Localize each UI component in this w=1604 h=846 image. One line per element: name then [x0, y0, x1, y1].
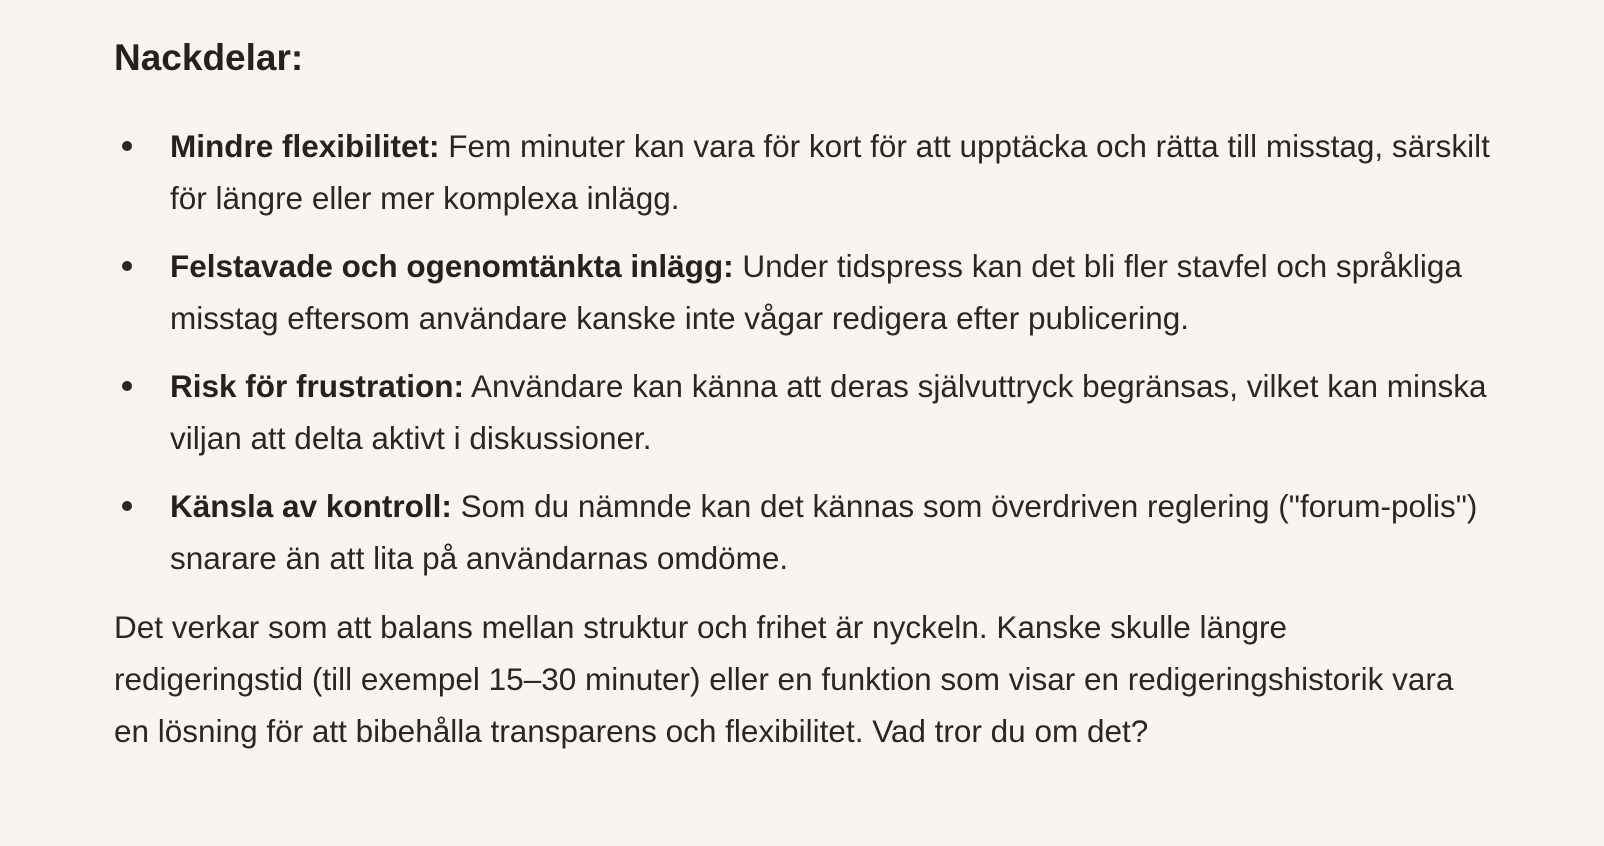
- list-item: [114, 240, 1504, 344]
- list-item-title: Känsla av kontroll:: [170, 488, 452, 524]
- list-item-text: Under tidspress kan det bli fler stavfel och språkliga misstag eftersom användare kanske inte vågar redigera efter publicering.: [170, 248, 1462, 336]
- bullet-icon: [122, 261, 132, 271]
- list-item-text: Fem minuter kan vara för kort för att upptäcka och rätta till misstag, särskilt för längre eller mer komplexa inlägg.: [170, 128, 1490, 216]
- closing-paragraph: Det verkar som att balans mellan struktur och frihet är nyckeln. Kanske skulle längre redigeringstid (till exempel 15–30 minuter) eller en funktion som visar en redigeringshistorik vara en lösning för att bibehålla transparens och flexibilitet. Vad tror du om det?: [114, 609, 1454, 749]
- list-item: [114, 120, 1504, 224]
- list-item-title: Risk för frustration:: [170, 368, 465, 404]
- section-heading: Nackdelar:: [114, 37, 304, 78]
- list-item: [114, 360, 1504, 464]
- list-item-text: Användare kan känna att deras självuttryck begränsas, vilket kan minska viljan att delta aktivt i diskussioner.: [170, 368, 1487, 456]
- message-content: [114, 30, 1504, 757]
- list-item-text: Som du nämnde kan det kännas som överdriven reglering ("forum-polis") snarare än att lita på användarnas omdöme.: [170, 488, 1478, 576]
- list-item-title: Felstavade och ogenomtänkta inlägg:: [170, 248, 734, 284]
- list-item: [114, 480, 1504, 584]
- bullet-icon: [122, 381, 132, 391]
- bullet-icon: [122, 141, 132, 151]
- drawbacks-list: [114, 120, 1504, 584]
- bullet-icon: [122, 501, 132, 511]
- list-item-title: Mindre flexibilitet:: [170, 128, 440, 164]
